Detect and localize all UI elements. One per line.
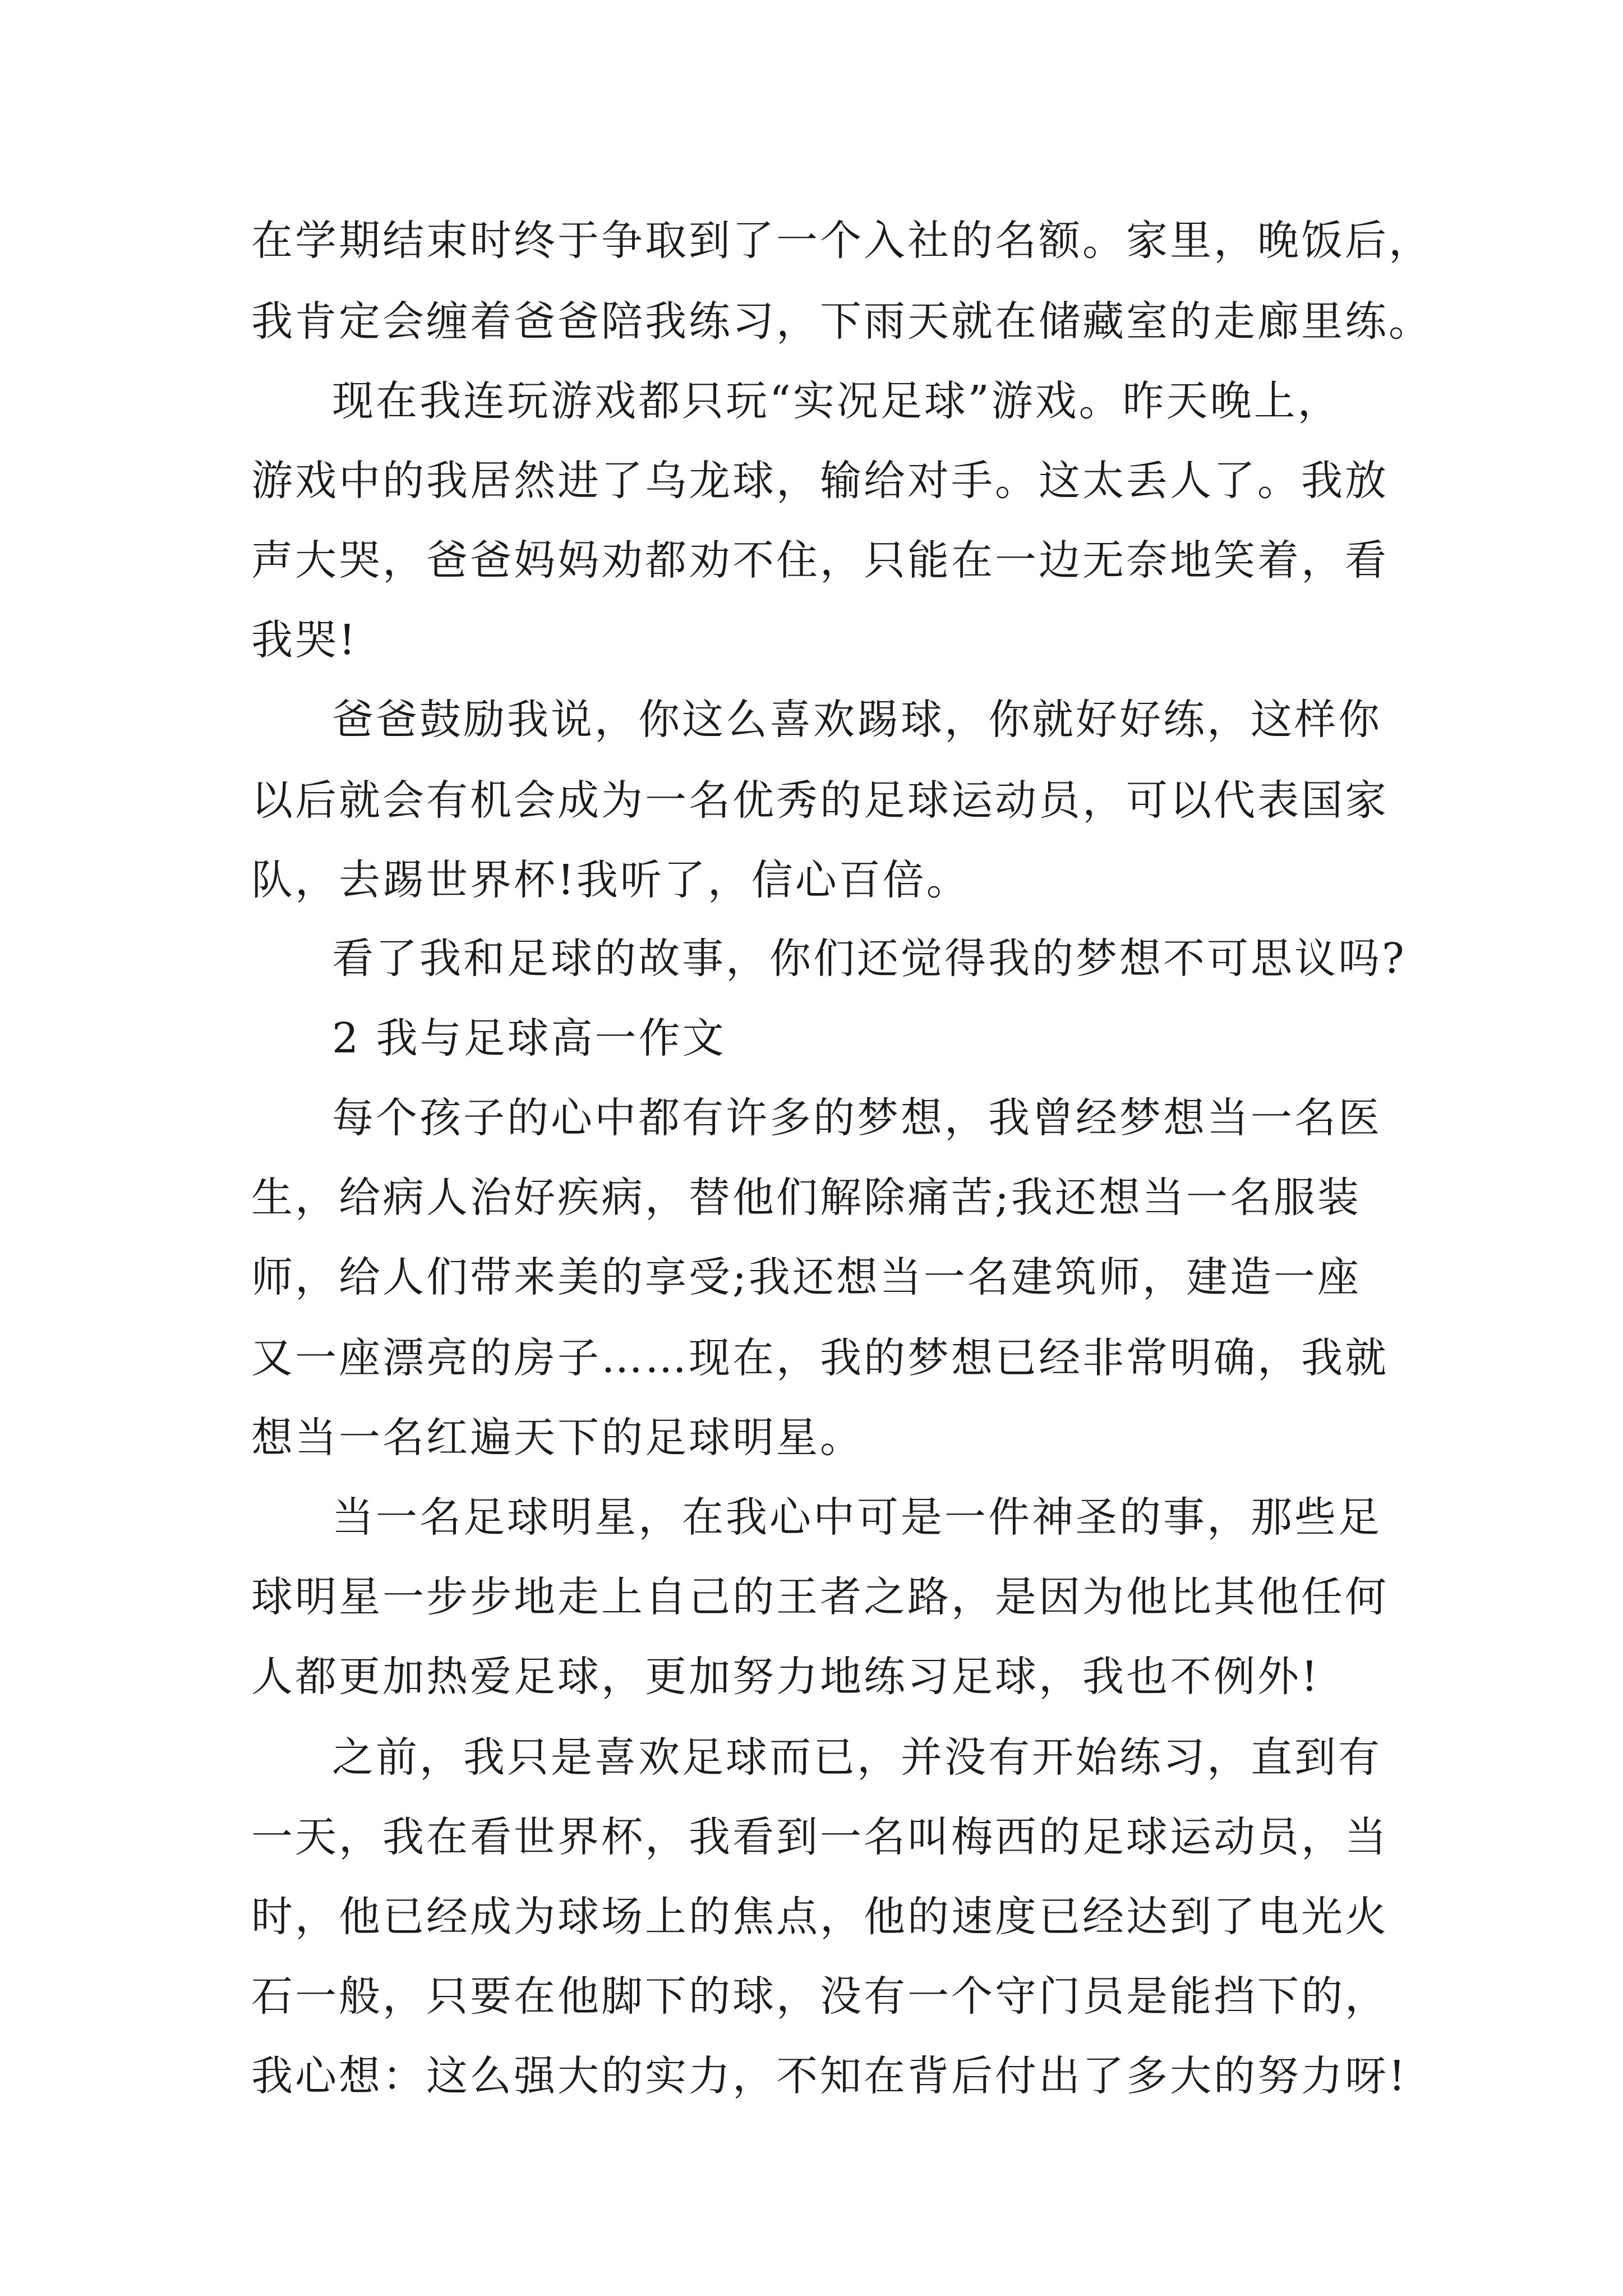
paragraph-first-line: 看了我和足球的故事，你们还觉得我的梦想不可思议吗? (332, 935, 1407, 983)
text-line-4: 游戏中的我居然进了乌龙球，输给对手。这太丢人了。我放 (251, 457, 1389, 505)
text-line-8: 以后就会有机会成为一名优秀的足球运动员，可以代表国家 (251, 776, 1389, 825)
text-line-1: 在学期结束时终于争取到了一个入社的名额。家里，晚饭后， (251, 217, 1432, 265)
text-line-2: 我肯定会缠着爸爸陪我练习，下雨天就在储藏室的走廊里练。 (251, 297, 1432, 346)
section-heading: 2 我与足球高一作文 (332, 1014, 726, 1062)
text-line-22: 时，他已经成为球场上的焦点，他的速度已经达到了电光火 (251, 1893, 1389, 1941)
paragraph-first-line: 之前，我只是喜欢足球而已，并没有开始练习，直到有 (332, 1733, 1382, 1782)
text-line-13: 生，给病人治好疾病，替他们解除痛苦;我还想当一名服装 (251, 1174, 1361, 1222)
paragraph-first-line: 每个孩子的心中都有许多的梦想，我曾经梦想当一名医 (332, 1094, 1382, 1142)
text-line-6: 我哭! (251, 616, 358, 664)
text-line-5: 声大哭，爸爸妈妈劝都劝不住，只能在一边无奈地笑着，看 (251, 536, 1389, 585)
text-line-21: 一天，我在看世界杯，我看到一名叫梅西的足球运动员，当 (251, 1813, 1389, 1861)
paragraph-first-line: 当一名足球明星，在我心中可是一件神圣的事，那些足 (332, 1493, 1382, 1542)
text-line-18: 球明星一步步地走上自己的王者之路，是因为他比其他任何 (251, 1573, 1389, 1621)
text-line-14: 师，给人们带来美的享受;我还想当一名建筑师，建造一座 (251, 1253, 1361, 1301)
text-line-15: 又一座漂亮的房子……现在，我的梦想已经非常明确，我就 (251, 1334, 1389, 1382)
text-line-23: 石一般，只要在他脚下的球，没有一个守门员是能挡下的， (251, 1972, 1389, 2021)
text-line-16: 想当一名红遍天下的足球明星。 (251, 1414, 864, 1462)
text-line-9: 队，去踢世界杯!我听了，信心百倍。 (251, 856, 970, 904)
paragraph-first-line: 现在我连玩游戏都只玩“实况足球”游戏。昨天晚上， (332, 377, 1341, 425)
text-line-24: 我心想：这么强大的实力，不知在背后付出了多大的努力呀! (251, 2052, 1408, 2100)
paragraph-first-line: 爸爸鼓励我说，你这么喜欢踢球，你就好好练，这样你 (332, 696, 1382, 744)
text-line-19: 人都更加热爱足球，更加努力地练习足球，我也不例外! (251, 1653, 1320, 1701)
